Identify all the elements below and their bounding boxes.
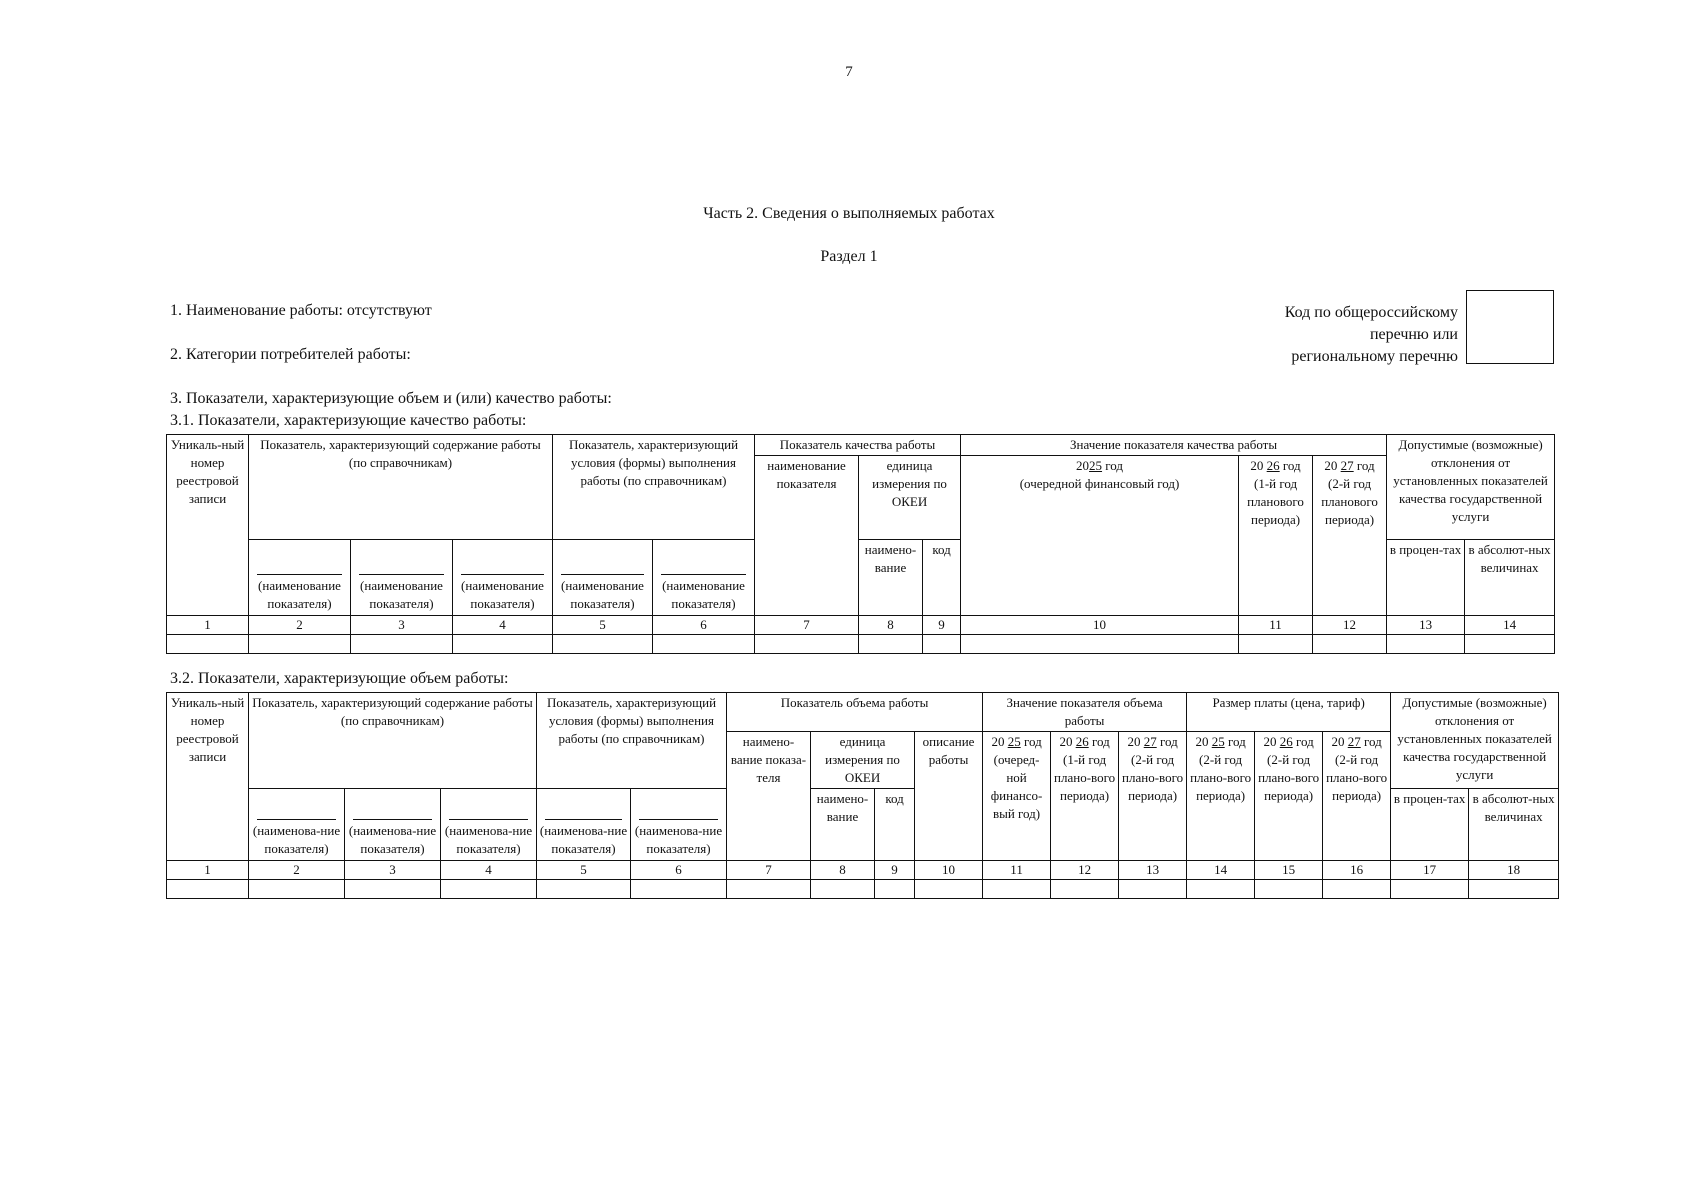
data-cell[interactable] (727, 880, 811, 899)
volume-year-2026-label: 20 26 год (1059, 734, 1110, 749)
data-cell[interactable] (351, 635, 453, 654)
quality-indicator-header: Показатель качества работы (755, 435, 961, 456)
fee-year-2025-label: 20 25 год (1195, 734, 1246, 749)
col-number: 2 (249, 861, 345, 880)
year-2027-sub: (2-й год планового периода) (1321, 476, 1378, 527)
deviation-percent-header: в процен-тах (1391, 789, 1469, 861)
year-2025-label: 2025 год (1076, 458, 1124, 473)
data-cell[interactable] (1239, 635, 1313, 654)
fee-year-2027-label: 20 27 год (1331, 734, 1382, 749)
col-number: 16 (1323, 861, 1391, 880)
year-2027-header (1313, 456, 1387, 616)
fee-year-2027-header (1323, 732, 1391, 861)
quality-value-header: Значение показателя качества работы (961, 435, 1387, 456)
data-cell[interactable] (553, 635, 653, 654)
col-number: 3 (345, 861, 441, 880)
content-indicator-header: Показатель, характеризующий содержание работы (по справочникам) (249, 435, 553, 540)
volume-year-2027-header (1119, 732, 1187, 861)
data-cell[interactable] (875, 880, 915, 899)
data-cell[interactable] (1119, 880, 1187, 899)
volume-year-2026-sub: (1-й год плано-вого периода) (1054, 752, 1116, 803)
volume-indicator-header: Показатель объема работы (727, 693, 983, 732)
unique-number-header: Уникаль-ный номер реестровой записи (167, 693, 249, 861)
volume-year-2027-sub: (2-й год плано-вого периода) (1122, 752, 1184, 803)
data-cell[interactable] (1465, 635, 1555, 654)
condition-indicator-2: (наименова-ние показателя) (631, 789, 727, 861)
data-cell[interactable] (249, 880, 345, 899)
data-cell[interactable] (537, 880, 631, 899)
deviation-absolute-header: в абсолют-ных величинах (1469, 789, 1559, 861)
fee-header: Размер платы (цена, тариф) (1187, 693, 1391, 732)
year-2026-header (1239, 456, 1313, 616)
volume-year-2025-label: 20 25 год (991, 734, 1042, 749)
col-number: 5 (537, 861, 631, 880)
col-number: 5 (553, 616, 653, 635)
quality-indicators-table (166, 434, 1555, 654)
col-number: 14 (1465, 616, 1555, 635)
consumer-categories-line: 2. Категории потребителей работы: (170, 346, 411, 363)
fee-year-2025-sub: (2-й год плано-вого периода) (1190, 752, 1252, 803)
data-cell[interactable] (811, 880, 875, 899)
condition-indicator-1: (наименова-ние показателя) (537, 789, 631, 861)
col-number: 2 (249, 616, 351, 635)
data-cell[interactable] (755, 635, 859, 654)
col-number: 7 (755, 616, 859, 635)
col-number: 11 (983, 861, 1051, 880)
data-cell[interactable] (653, 635, 755, 654)
data-cell[interactable] (1255, 880, 1323, 899)
col-number: 4 (453, 616, 553, 635)
volume-year-2027-label: 20 27 год (1127, 734, 1178, 749)
section-title: Раздел 1 (820, 248, 878, 265)
column-numbers-row (167, 861, 1559, 880)
unit-name-header: наимено-вание (859, 540, 923, 616)
col-number: 1 (167, 616, 249, 635)
volume-year-2026-header (1051, 732, 1119, 861)
col-number: 11 (1239, 616, 1313, 635)
unit-code-header: код (875, 789, 915, 861)
data-cell[interactable] (167, 635, 249, 654)
col-number: 14 (1187, 861, 1255, 880)
conditions-indicator-header: Показатель, характеризующий условия (формы) выполнения работы (по справочникам) (553, 435, 755, 540)
col-number: 10 (915, 861, 983, 880)
volume-indicators-heading: 3.2. Показатели, характеризующие объем работы: (170, 670, 509, 687)
content-indicator-3: (наименование показателя) (453, 540, 553, 616)
col-number: 1 (167, 861, 249, 880)
deviation-header: Допустимые (возможные) отклонения от установленных показателей качества государственной услуги (1391, 693, 1559, 789)
data-cell[interactable] (923, 635, 961, 654)
content-indicator-1: (наименование показателя) (249, 540, 351, 616)
col-number: 13 (1119, 861, 1187, 880)
condition-indicator-2: (наименование показателя) (653, 540, 755, 616)
data-cell[interactable] (961, 635, 1239, 654)
work-name-line: 1. Наименование работы: отсутствуют (170, 302, 432, 319)
content-indicator-3: (наименова-ние показателя) (441, 789, 537, 861)
col-number: 13 (1387, 616, 1465, 635)
registry-code-box[interactable] (1466, 290, 1554, 364)
column-numbers-row (167, 616, 1555, 635)
unit-code-header: код (923, 540, 961, 616)
work-description-header: описание работы (915, 732, 983, 861)
data-cell[interactable] (631, 880, 727, 899)
col-number: 8 (811, 861, 875, 880)
indicator-name-header: наимено-вание показа-теля (727, 732, 811, 861)
year-2026-label: 20 26 год (1250, 458, 1301, 473)
volume-value-header: Значение показателя объема работы (983, 693, 1187, 732)
indicators-heading: 3. Показатели, характеризующие объем и (или) качество работы: (170, 390, 612, 407)
col-number: 15 (1255, 861, 1323, 880)
fee-year-2026-header (1255, 732, 1323, 861)
data-cell[interactable] (167, 880, 249, 899)
registry-code-label (1218, 302, 1458, 368)
deviation-absolute-header: в абсолют-ных величинах (1465, 540, 1555, 616)
empty-data-row (167, 880, 1559, 899)
data-cell[interactable] (441, 880, 537, 899)
deviation-header: Допустимые (возможные) отклонения от установленных показателей качества государственной услуги (1387, 435, 1555, 540)
content-indicator-1: (наименова-ние показателя) (249, 789, 345, 861)
col-number: 6 (631, 861, 727, 880)
year-2025-sub: (очередной финансовый год) (1019, 476, 1180, 491)
data-cell[interactable] (453, 635, 553, 654)
data-cell[interactable] (345, 880, 441, 899)
empty-data-row (167, 635, 1555, 654)
data-cell[interactable] (1187, 880, 1255, 899)
unique-number-header: Уникаль-ный номер реестровой записи (167, 435, 249, 616)
code-label-line2: перечню или (1369, 326, 1458, 343)
col-number: 12 (1051, 861, 1119, 880)
volume-year-2025-sub: (очеред-ной финансо-вый год) (990, 752, 1043, 821)
fee-year-2027-sub: (2-й год плано-вого периода) (1326, 752, 1388, 803)
data-cell[interactable] (1469, 880, 1559, 899)
volume-indicators-table (166, 692, 1559, 899)
condition-indicator-1: (наименование показателя) (553, 540, 653, 616)
data-cell[interactable] (1051, 880, 1119, 899)
col-number: 9 (875, 861, 915, 880)
volume-year-2025-header (983, 732, 1051, 861)
data-cell[interactable] (249, 635, 351, 654)
unit-header: единица измерения по ОКЕИ (811, 732, 915, 789)
col-number: 12 (1313, 616, 1387, 635)
data-cell[interactable] (1387, 635, 1465, 654)
year-2025-header (961, 456, 1239, 616)
col-number: 18 (1469, 861, 1559, 880)
col-number: 6 (653, 616, 755, 635)
unit-name-header: наимено-вание (811, 789, 875, 861)
col-number: 8 (859, 616, 923, 635)
unit-header: единица измерения по ОКЕИ (859, 456, 961, 540)
code-label-line3: региональному перечню (1291, 348, 1458, 365)
content-indicator-header: Показатель, характеризующий содержание работы (по справочникам) (249, 693, 537, 789)
fee-year-2026-sub: (2-й год плано-вого периода) (1258, 752, 1320, 803)
data-cell[interactable] (859, 635, 923, 654)
col-number: 17 (1391, 861, 1469, 880)
year-2027-label: 20 27 год (1324, 458, 1375, 473)
quality-indicators-heading: 3.1. Показатели, характеризующие качество работы: (170, 412, 527, 429)
col-number: 9 (923, 616, 961, 635)
year-2026-sub: (1-й год планового периода) (1247, 476, 1304, 527)
col-number: 3 (351, 616, 453, 635)
page-number: 7 (845, 64, 853, 80)
fee-year-2026-label: 20 26 год (1263, 734, 1314, 749)
data-cell[interactable] (1391, 880, 1469, 899)
data-cell[interactable] (915, 880, 983, 899)
data-cell[interactable] (1323, 880, 1391, 899)
col-number: 4 (441, 861, 537, 880)
deviation-percent-header: в процен-тах (1387, 540, 1465, 616)
part-title: Часть 2. Сведения о выполняемых работах (703, 205, 995, 222)
col-number: 10 (961, 616, 1239, 635)
fee-year-2025-header (1187, 732, 1255, 861)
indicator-name-header: наименование показателя (755, 456, 859, 616)
code-label-line1: Код по общероссийскому (1284, 304, 1458, 321)
content-indicator-2: (наименование показателя) (351, 540, 453, 616)
data-cell[interactable] (1313, 635, 1387, 654)
col-number: 7 (727, 861, 811, 880)
content-indicator-2: (наименова-ние показателя) (345, 789, 441, 861)
conditions-indicator-header: Показатель, характеризующий условия (формы) выполнения работы (по справочникам) (537, 693, 727, 789)
data-cell[interactable] (983, 880, 1051, 899)
